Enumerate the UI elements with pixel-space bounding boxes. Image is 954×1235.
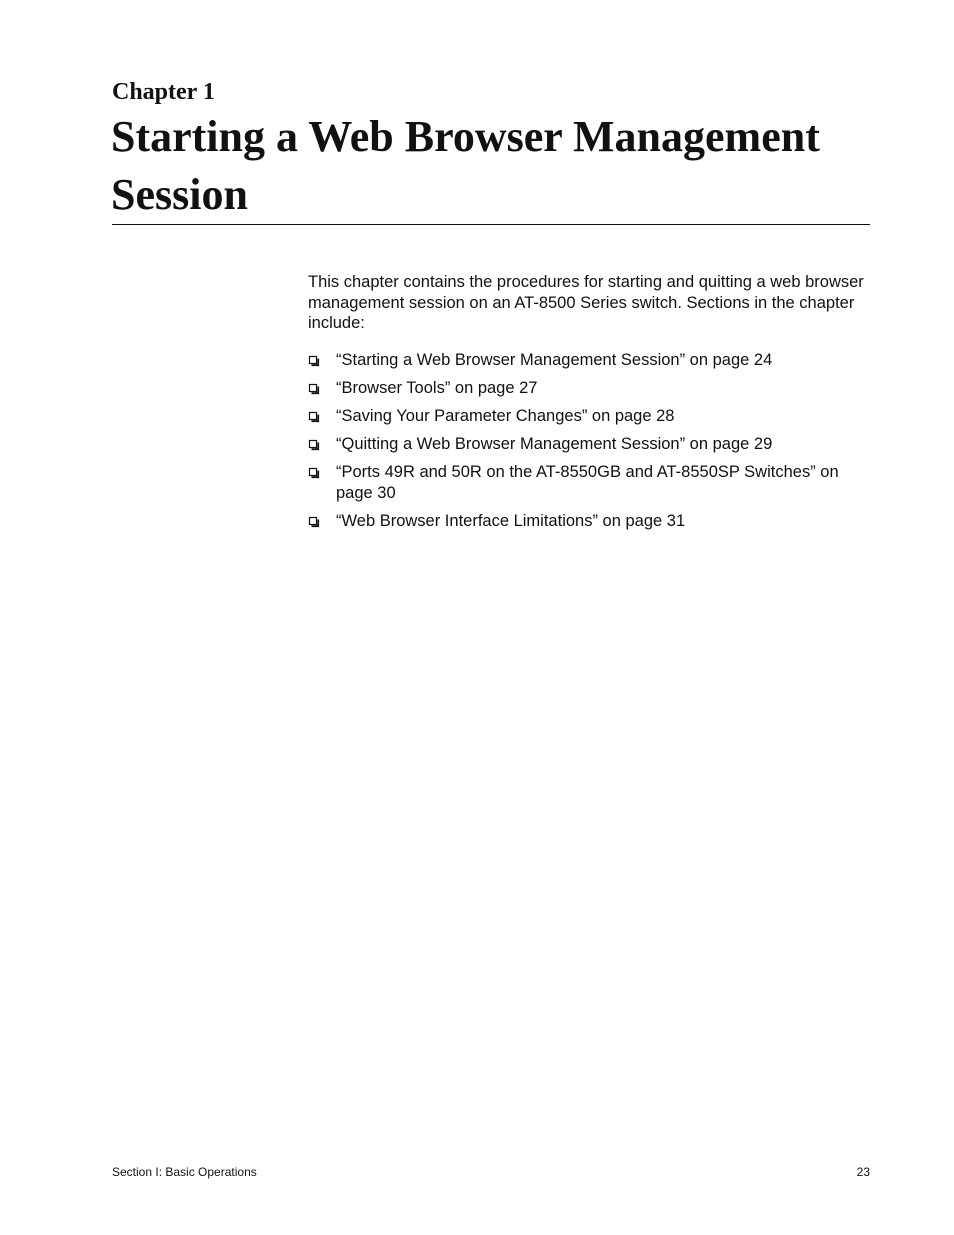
checkbox-bullet-icon xyxy=(308,411,320,423)
list-item[interactable] xyxy=(308,511,870,532)
footer-page-number: 23 xyxy=(856,1165,870,1179)
title-divider xyxy=(112,224,870,225)
page-title: Starting a Web Browser Management Session xyxy=(111,112,820,219)
section-list xyxy=(308,350,870,539)
list-item-label: “Ports 49R and 50R on the AT-8550GB and AT-8550SP Switches” on page 30 xyxy=(336,463,839,502)
list-item[interactable] xyxy=(308,378,870,399)
list-item[interactable] xyxy=(308,406,870,427)
chapter-label: Chapter 1 xyxy=(112,79,215,105)
checkbox-bullet-icon xyxy=(308,467,320,479)
checkbox-bullet-icon xyxy=(308,516,320,528)
checkbox-bullet-icon xyxy=(308,383,320,395)
footer-section-name: Section I: Basic Operations xyxy=(112,1165,257,1179)
intro-paragraph: This chapter contains the procedures for starting and quitting a web browser management session on an AT-8500 Series switch. Sections in the chapter include: xyxy=(308,273,864,332)
list-item-label: “Saving Your Parameter Changes” on page 28 xyxy=(336,407,675,425)
list-item-label: “Quitting a Web Browser Management Session” on page 29 xyxy=(336,435,773,453)
list-item[interactable] xyxy=(308,434,870,455)
checkbox-bullet-icon xyxy=(308,439,320,451)
list-item-label: “Starting a Web Browser Management Session” on page 24 xyxy=(336,351,773,369)
list-item-label: “Web Browser Interface Limitations” on page 31 xyxy=(336,511,686,530)
list-item[interactable] xyxy=(308,350,870,371)
checkbox-bullet-icon xyxy=(308,355,320,367)
list-item-label: “Browser Tools” on page 27 xyxy=(336,379,538,397)
list-item[interactable] xyxy=(308,462,870,503)
